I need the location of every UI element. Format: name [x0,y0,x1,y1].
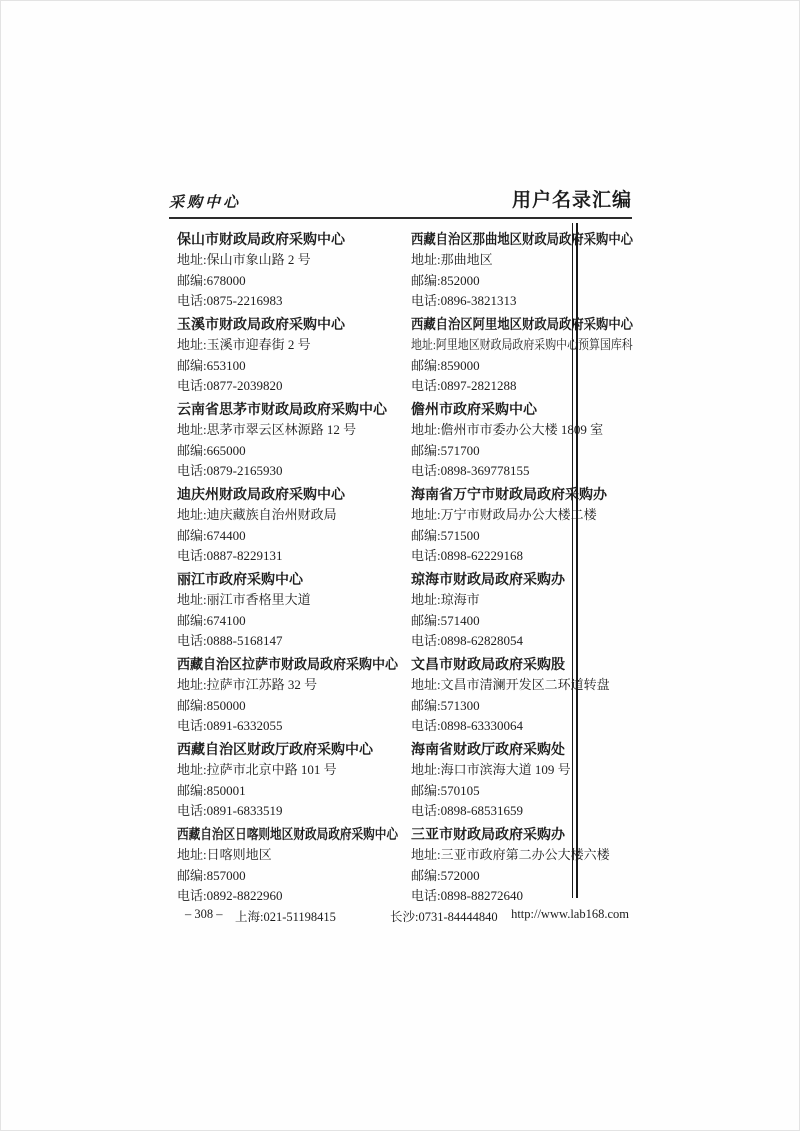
entry-postcode-value: 852000 [440,272,480,288]
entry-phone-line [177,801,398,822]
entry-postcode-value: 674400 [206,527,246,543]
entry-address-line [411,845,633,866]
entry-phone-value: 0898-68531659 [440,803,523,818]
entry-address-line [177,675,398,696]
entry-org-name: 文昌市财政局政府采购股 [411,656,565,672]
directory-entry [177,738,398,823]
footer-website-url: http://www.lab168.com [511,907,629,921]
postcode-label: 邮编: [411,867,441,883]
entry-address-value: 拉萨市北京中路 101 号 [206,762,337,777]
entry-phone-value: 0875-2216983 [206,293,283,308]
entry-org-name: 西藏自治区阿里地区财政局政府采购中心 [411,316,633,332]
entry-postcode-line [411,271,633,292]
address-label: 地址: [411,847,441,862]
entry-phone-value: 0897-2821288 [440,378,517,393]
entry-phone-value: 0892-8822960 [206,888,283,903]
address-label: 地址: [411,762,441,777]
entry-org-name: 西藏自治区财政厅政府采购中心 [177,741,373,757]
entry-postcode-line [411,526,633,547]
address-label: 地址: [177,762,207,777]
entry-phone-value: 0879-2165930 [206,463,283,478]
postcode-label: 邮编: [411,697,441,713]
entry-address-value: 保山市象山路 2 号 [206,252,311,267]
entry-address-line [177,590,398,611]
entry-postcode-value: 850001 [206,782,246,798]
entry-postcode-line [411,696,633,717]
entry-address-value: 思茅市翠云区林源路 12 号 [206,422,357,437]
entry-postcode-line [411,781,633,802]
entry-address-line [411,335,633,356]
directory-column-right [411,228,633,908]
postcode-label: 邮编: [411,357,441,373]
postcode-label: 邮编: [411,612,441,628]
phone-label: 电话: [411,888,441,903]
directory-entry [177,228,398,313]
entry-address-line [177,335,398,356]
entry-address-line [177,250,398,271]
postcode-label: 邮编: [177,272,207,288]
header-book-title: 用户名录汇编 [511,190,632,211]
phone-label: 电话: [177,633,207,648]
phone-label: 电话: [177,803,207,818]
header-section-title: 采购中心 [169,195,242,211]
page-number: – 308 – [185,907,223,921]
entry-phone-value: 0888-5168147 [206,633,283,648]
entry-postcode-value: 857000 [206,867,246,883]
page-footer [169,907,631,927]
entry-address-line [177,420,398,441]
phone-label: 电话: [177,378,207,393]
postcode-label: 邮编: [177,782,207,798]
entry-phone-value: 0891-6332055 [206,718,283,733]
entry-postcode-value: 653100 [206,357,246,373]
entry-phone-line [177,886,398,907]
postcode-label: 邮编: [177,612,207,628]
directory-entry [411,738,633,823]
entry-address-line [411,590,633,611]
directory-entry [411,483,633,568]
postcode-label: 邮编: [177,867,207,883]
address-label: 地址: [411,252,441,267]
entry-postcode-line [177,526,398,547]
phone-label: 电话: [411,718,441,733]
directory-entry [411,568,633,653]
entry-phone-line [411,461,633,482]
entry-address-line [411,505,633,526]
entry-phone-value: 0898-369778155 [440,463,530,478]
entry-postcode-value: 674100 [206,612,246,628]
postcode-label: 邮编: [411,782,441,798]
entry-address-line [177,845,398,866]
footer-shanghai-phone: 上海:021-51198415 [235,910,336,924]
phone-label: 电话: [177,548,207,563]
address-label: 地址: [177,592,207,607]
phone-label: 电话: [411,293,441,308]
entry-address-value: 儋州市市委办公大楼 1809 室 [440,422,604,437]
entry-postcode-value: 570105 [440,782,480,798]
entry-postcode-value: 571300 [440,697,480,713]
phone-label: 电话: [411,463,441,478]
entry-phone-line [411,886,633,907]
entry-phone-line [411,801,633,822]
entry-phone-value: 0896-3821313 [440,293,517,308]
entry-address-line [411,675,633,696]
entry-phone-value: 0891-6833519 [206,803,283,818]
entry-phone-value: 0898-63330064 [440,718,523,733]
entry-postcode-line [411,866,633,887]
directory-column-left [177,228,398,908]
postcode-label: 邮编: [177,697,207,713]
entry-postcode-line [177,696,398,717]
entry-address-value: 丽江市香格里大道 [206,592,311,607]
entry-phone-value: 0877-2039820 [206,378,283,393]
entry-org-name: 儋州市政府采购中心 [411,401,537,417]
entry-phone-value: 0898-62229168 [440,548,523,563]
entry-phone-line [411,716,633,737]
directory-entry [411,398,633,483]
entry-postcode-value: 859000 [440,357,480,373]
directory-entry [177,653,398,738]
entry-address-value: 玉溪市迎春街 2 号 [206,337,311,352]
entry-phone-line [177,461,398,482]
entry-postcode-line [177,781,398,802]
entry-postcode-line [411,611,633,632]
entry-postcode-value: 571700 [440,442,480,458]
entry-address-line [177,505,398,526]
entry-org-name: 三亚市财政局政府采购办 [411,826,565,842]
entry-postcode-value: 678000 [206,272,246,288]
entry-address-value: 阿里地区财政局政府采购中心预算国库科 [435,337,633,352]
address-label: 地址: [177,507,207,522]
entry-address-value: 文昌市清澜开发区二环道转盘 [440,677,610,692]
entry-address-value: 拉萨市江苏路 32 号 [206,677,318,692]
postcode-label: 邮编: [177,442,207,458]
entry-postcode-line [177,611,398,632]
entry-org-name: 丽江市政府采购中心 [177,571,303,587]
entry-address-value: 迪庆藏族自治州财政局 [206,507,337,522]
entry-org-name: 海南省万宁市财政局政府采购办 [411,486,607,502]
entry-address-value: 那曲地区 [440,252,493,267]
phone-label: 电话: [411,633,441,648]
page-header [169,185,632,219]
entry-address-value: 海口市滨海大道 109 号 [440,762,571,777]
entry-org-name: 海南省财政厅政府采购处 [411,741,565,757]
postcode-label: 邮编: [411,527,441,543]
directory-entry [411,228,633,313]
address-label: 地址: [177,252,207,267]
entry-address-line [411,760,633,781]
entry-address-value: 万宁市财政局办公大楼二楼 [440,507,597,522]
address-label: 地址: [411,337,436,352]
entry-phone-line [177,631,398,652]
directory-entry [411,823,633,908]
address-label: 地址: [411,422,441,437]
entry-postcode-value: 572000 [440,867,480,883]
entry-postcode-value: 665000 [206,442,246,458]
phone-label: 电话: [411,803,441,818]
entry-postcode-value: 571500 [440,527,480,543]
address-label: 地址: [411,677,441,692]
entry-postcode-line [177,866,398,887]
entry-address-value: 日喀则地区 [206,847,272,862]
entry-address-line [411,250,633,271]
entry-org-name: 琼海市财政局政府采购办 [411,571,565,587]
entry-phone-line [177,546,398,567]
phone-label: 电话: [177,888,207,903]
address-label: 地址: [177,677,207,692]
entry-address-value: 三亚市政府第二办公大楼六楼 [440,847,610,862]
directory-entry [411,653,633,738]
directory-entry [177,313,398,398]
entry-org-name: 西藏自治区日喀则地区财政局政府采购中心 [177,826,398,842]
entry-phone-line [177,291,398,312]
directory-entry [177,398,398,483]
entry-phone-line [411,291,633,312]
phone-label: 电话: [177,718,207,733]
entry-postcode-line [411,356,633,377]
entry-postcode-line [177,356,398,377]
entry-postcode-line [411,441,633,462]
address-label: 地址: [411,507,441,522]
entry-org-name: 西藏自治区拉萨市财政局政府采购中心 [177,656,398,672]
footer-changsha-phone: 长沙:0731-84444840 [390,910,498,924]
phone-label: 电话: [177,463,207,478]
directory-entry [177,823,398,908]
address-label: 地址: [177,422,207,437]
postcode-label: 邮编: [177,527,207,543]
address-label: 地址: [177,337,207,352]
entry-phone-line [411,631,633,652]
entry-phone-line [411,376,633,397]
entry-address-value: 琼海市 [440,592,480,607]
entry-address-line [411,420,633,441]
entry-org-name: 迪庆州财政局政府采购中心 [177,486,345,502]
directory-entry [411,313,633,398]
entry-phone-line [177,376,398,397]
postcode-label: 邮编: [411,442,441,458]
entry-postcode-line [177,271,398,292]
entry-org-name: 西藏自治区那曲地区财政局政府采购中心 [411,231,633,247]
entry-phone-line [411,546,633,567]
postcode-label: 邮编: [411,272,441,288]
entry-phone-value: 0898-88272640 [440,888,523,903]
entry-phone-value: 0887-8229131 [206,548,283,563]
entry-phone-value: 0898-62828054 [440,633,523,648]
entry-org-name: 保山市财政局政府采购中心 [177,231,345,247]
entry-org-name: 玉溪市财政局政府采购中心 [177,316,345,332]
entry-postcode-value: 571400 [440,612,480,628]
phone-label: 电话: [411,548,441,563]
entry-phone-line [177,716,398,737]
phone-label: 电话: [411,378,441,393]
entry-org-name: 云南省思茅市财政局政府采购中心 [177,401,387,417]
address-label: 地址: [411,592,441,607]
directory-entry [177,568,398,653]
phone-label: 电话: [177,293,207,308]
address-label: 地址: [177,847,207,862]
directory-entry [177,483,398,568]
postcode-label: 邮编: [177,357,207,373]
entry-postcode-line [177,441,398,462]
entry-postcode-value: 850000 [206,697,246,713]
entry-address-line [177,760,398,781]
